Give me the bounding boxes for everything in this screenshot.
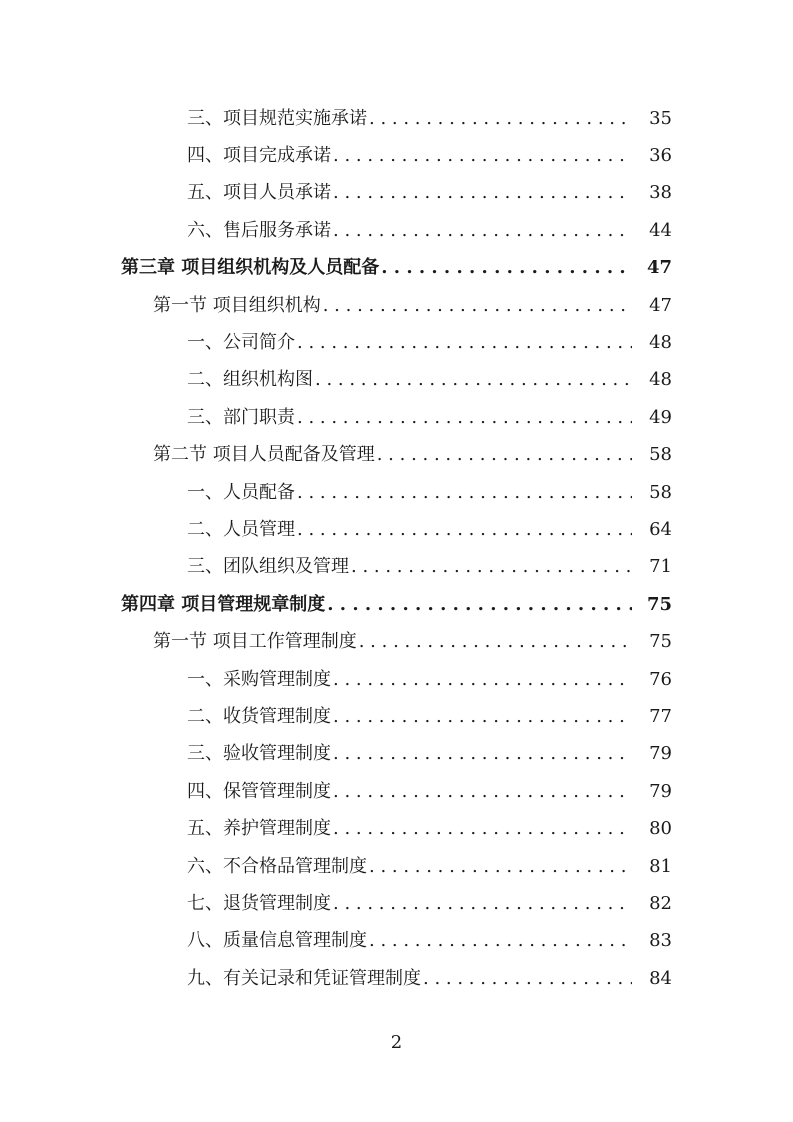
toc-entry-title: 六、售后服务承诺 — [187, 219, 331, 241]
toc-entry-title: 四、项目完成承诺 — [187, 145, 331, 167]
toc-dot-leader — [333, 222, 632, 240]
toc-entry-title: 三、验收管理制度 — [187, 743, 331, 765]
toc-entry-page: 48 — [649, 369, 672, 391]
toc-entry[interactable] — [0, 324, 793, 361]
toc-section-entry[interactable] — [0, 623, 793, 660]
toc-dot-leader — [423, 970, 632, 988]
toc-entry-page: 77 — [649, 705, 672, 727]
toc-dot-leader — [369, 110, 632, 128]
toc-dot-leader — [381, 259, 632, 277]
toc-dot-leader — [333, 745, 632, 763]
toc-entry-page: 49 — [649, 406, 672, 428]
toc-dot-leader — [333, 671, 632, 689]
toc-chapter-entry[interactable] — [0, 250, 793, 287]
toc-section-title: 第一节 项目组织机构 — [153, 294, 321, 316]
toc-entry-page: 58 — [649, 481, 672, 503]
toc-entry-page: 44 — [649, 219, 672, 241]
toc-dot-leader — [351, 558, 632, 576]
toc-entry[interactable] — [0, 212, 793, 249]
toc-entry-title: 一、人员配备 — [187, 481, 295, 503]
toc-entry-title: 一、采购管理制度 — [187, 668, 331, 690]
toc-dot-leader — [297, 521, 632, 539]
toc-dot-leader — [297, 409, 632, 427]
toc-entry-title: 七、退货管理制度 — [187, 892, 331, 914]
toc-entry-title: 二、人员管理 — [187, 518, 295, 540]
toc-entry[interactable] — [0, 511, 793, 548]
toc-section-entry[interactable] — [0, 437, 793, 474]
toc-entry-page: 71 — [649, 556, 672, 578]
toc-entry[interactable] — [0, 960, 793, 997]
toc-chapter-title: 第三章 项目组织机构及人员配备 — [121, 257, 380, 279]
toc-entry-title: 一、公司简介 — [187, 332, 295, 354]
toc-entry[interactable] — [0, 549, 793, 586]
toc-entry-page: 48 — [649, 332, 672, 354]
toc-dot-leader — [315, 371, 632, 389]
toc-entry[interactable] — [0, 661, 793, 698]
toc-dot-leader — [369, 932, 632, 950]
toc-entry-title: 二、收货管理制度 — [187, 705, 331, 727]
toc-entry-title: 三、项目规范实施承诺 — [187, 107, 367, 129]
toc-entry[interactable] — [0, 885, 793, 922]
toc-entry[interactable] — [0, 399, 793, 436]
toc-entry-title: 五、养护管理制度 — [187, 818, 331, 840]
toc-section-title: 第二节 项目人员配备及管理 — [153, 444, 375, 466]
toc-entry-page: 79 — [649, 780, 672, 802]
toc-entry-page: 76 — [649, 668, 672, 690]
table-of-contents — [0, 100, 793, 997]
toc-entry-page: 64 — [649, 518, 672, 540]
toc-entry[interactable] — [0, 736, 793, 773]
toc-chapter-title: 第四章 项目管理规章制度 — [121, 593, 326, 615]
toc-entry-page: 81 — [649, 855, 672, 877]
toc-dot-leader — [377, 446, 632, 464]
toc-dot-leader — [327, 596, 632, 614]
toc-entry-page: 35 — [649, 107, 672, 129]
toc-entry-title: 九、有关记录和凭证管理制度 — [187, 967, 421, 989]
toc-entry[interactable] — [0, 100, 793, 137]
toc-entry[interactable] — [0, 698, 793, 735]
toc-dot-leader — [297, 484, 632, 502]
toc-dot-leader — [333, 820, 632, 838]
toc-entry-page: 75 — [646, 593, 672, 615]
toc-entry-page: 83 — [649, 930, 672, 952]
toc-dot-leader — [369, 858, 632, 876]
toc-entry-page: 79 — [649, 743, 672, 765]
toc-entry-page: 38 — [649, 182, 672, 204]
toc-dot-leader — [333, 895, 632, 913]
toc-dot-leader — [333, 184, 632, 202]
toc-dot-leader — [297, 334, 632, 352]
toc-entry[interactable] — [0, 474, 793, 511]
toc-dot-leader — [359, 633, 632, 651]
toc-entry-page: 82 — [649, 892, 672, 914]
toc-entry-title: 四、保管管理制度 — [187, 780, 331, 802]
toc-chapter-entry[interactable] — [0, 586, 793, 623]
toc-entry-page: 36 — [649, 145, 672, 167]
toc-entry[interactable] — [0, 810, 793, 847]
toc-dot-leader — [333, 783, 632, 801]
page-number: 2 — [390, 1032, 403, 1053]
toc-section-title: 第一节 项目工作管理制度 — [153, 631, 357, 653]
toc-entry[interactable] — [0, 362, 793, 399]
toc-entry-page: 75 — [649, 631, 672, 653]
toc-entry[interactable] — [0, 848, 793, 885]
toc-entry-title: 六、不合格品管理制度 — [187, 855, 367, 877]
toc-entry-page: 58 — [649, 444, 672, 466]
toc-entry-title: 三、团队组织及管理 — [187, 556, 349, 578]
toc-entry-title: 二、组织机构图 — [187, 369, 313, 391]
toc-entry-page: 84 — [649, 967, 672, 989]
toc-entry-page: 47 — [646, 257, 672, 279]
toc-entry[interactable] — [0, 175, 793, 212]
toc-dot-leader — [333, 147, 632, 165]
toc-entry[interactable] — [0, 137, 793, 174]
toc-dot-leader — [333, 708, 632, 726]
toc-entry[interactable] — [0, 773, 793, 810]
toc-entry-page: 80 — [649, 818, 672, 840]
toc-entry-title: 八、质量信息管理制度 — [187, 930, 367, 952]
toc-entry-title: 五、项目人员承诺 — [187, 182, 331, 204]
toc-entry[interactable] — [0, 923, 793, 960]
toc-section-entry[interactable] — [0, 287, 793, 324]
toc-entry-page: 47 — [649, 294, 672, 316]
toc-dot-leader — [323, 297, 632, 315]
toc-entry-title: 三、部门职责 — [187, 406, 295, 428]
